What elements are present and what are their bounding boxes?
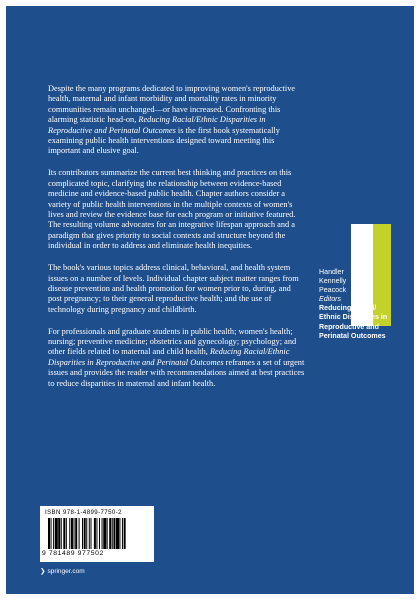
barcode-bar bbox=[84, 518, 86, 549]
short-title-line: Perinatal Outcomes bbox=[319, 331, 386, 340]
short-title-line: Ethnic Disparities in bbox=[319, 313, 388, 322]
blurb-paragraph-2: Its contributors summarize the current best thinking and practices on this complicated topic, clarifying the relationship between evidence-based medicine and evidence-based public health. Chapter authors consider a variety of public health interventions in the multiple contexts of women's lives and review the evidence base for each program or initiative featured. The resulting volume advocates for an integrative lifespan approach and a paradigm that gives priority to social contexts and structure beyond the individual in order to address and eliminate health inequities. bbox=[48, 168, 296, 251]
barcode-bar bbox=[99, 518, 100, 549]
barcode-digits: 9 781489 977502 bbox=[42, 550, 104, 557]
publisher-link[interactable] bbox=[40, 567, 85, 575]
barcode-bar bbox=[112, 518, 113, 549]
arrow-right-icon: ❯ bbox=[40, 568, 46, 575]
barcode-bar bbox=[96, 518, 97, 549]
barcode-bar bbox=[58, 518, 60, 549]
barcode-bar bbox=[48, 518, 50, 549]
barcode-bar bbox=[94, 518, 96, 549]
barcode-bar bbox=[55, 518, 58, 549]
editor-name: Handler bbox=[319, 268, 344, 276]
barcode-bar bbox=[74, 518, 75, 549]
barcode-bar bbox=[79, 518, 80, 549]
barcode-bar bbox=[122, 518, 123, 549]
editor-name: Kennelly bbox=[319, 277, 347, 286]
back-cover bbox=[6, 6, 414, 594]
barcode-bar bbox=[107, 518, 108, 549]
barcode-bar bbox=[66, 518, 67, 549]
blurb-paragraph-3: The book's various topics address clinical, behavioral, and health system issues on a number of levels. Individual chapter subject matter ranges from disease prevention and health promotion for women prior to, during, and post pregnancy; to their general reproductive health; and the use of technology during pregnancy and childbirth. bbox=[48, 263, 299, 314]
editor-name: Peacock bbox=[319, 286, 347, 295]
barcode-bar bbox=[69, 518, 70, 549]
barcode-bar bbox=[102, 518, 103, 549]
short-title-line: Reducing Racial/ bbox=[319, 304, 377, 313]
barcode-bar bbox=[119, 518, 120, 549]
short-title-line: Reproductive and bbox=[319, 322, 379, 331]
publisher-url: springer.com bbox=[47, 567, 85, 575]
barcode-icon bbox=[48, 518, 148, 549]
barcode-bar bbox=[89, 518, 90, 549]
barcode-bar bbox=[113, 518, 115, 549]
book-title-italic: Reducing Racial/Ethnic Disparities in Reproductive and Perinatal Outcomes bbox=[48, 347, 290, 367]
barcode-box bbox=[40, 506, 154, 562]
blurb-text bbox=[48, 84, 305, 401]
barcode-bar bbox=[53, 518, 54, 549]
blurb-paragraph-4: For professionals and graduate students in public health; women's health; nursing; preventive medicine; obstetrics and gynecology; psychology; and other fields related to maternal and child health, Reducing Racial/Ethnic Disparities in Reproductive and Perinatal Outcomes reframes a set of urgent issues and provides the reader with recommendations aimed at best practices to reduce disparities in maternal and infant health. bbox=[48, 326, 305, 388]
barcode-bar bbox=[91, 518, 92, 549]
barcode-bar bbox=[63, 518, 65, 549]
editors-block bbox=[319, 268, 387, 341]
barcode-bar bbox=[82, 518, 83, 549]
barcode-bar bbox=[109, 518, 111, 549]
blurb-paragraph-1: Despite the many programs dedicated to improving women's reproductive health, maternal and infant morbidity and mortality rates in minority communities remain unchanged—or have increased. Confronting this alarming statistic head-on, Reducing Racial/Ethnic Disparities in Reproductive and Perinatal Outcomes is the first book systematically examining public health interventions designed toward meeting this important and elusive goal. bbox=[48, 84, 296, 156]
isbn-text: ISBN 978-1-4899-7750-2 bbox=[45, 509, 122, 516]
barcode-bar bbox=[103, 518, 106, 549]
barcode-bar bbox=[124, 518, 126, 549]
barcode-bar bbox=[71, 518, 73, 549]
barcode-bar bbox=[86, 518, 87, 549]
barcode-bar bbox=[51, 518, 52, 549]
book-title-italic: Reducing Racial/Ethnic Disparities in Reproductive and Perinatal Outcomes bbox=[48, 115, 266, 135]
barcode-bar bbox=[116, 518, 119, 549]
barcode-bar bbox=[61, 518, 62, 549]
editors-label: Editors bbox=[319, 295, 342, 304]
barcode-bar bbox=[75, 518, 77, 549]
